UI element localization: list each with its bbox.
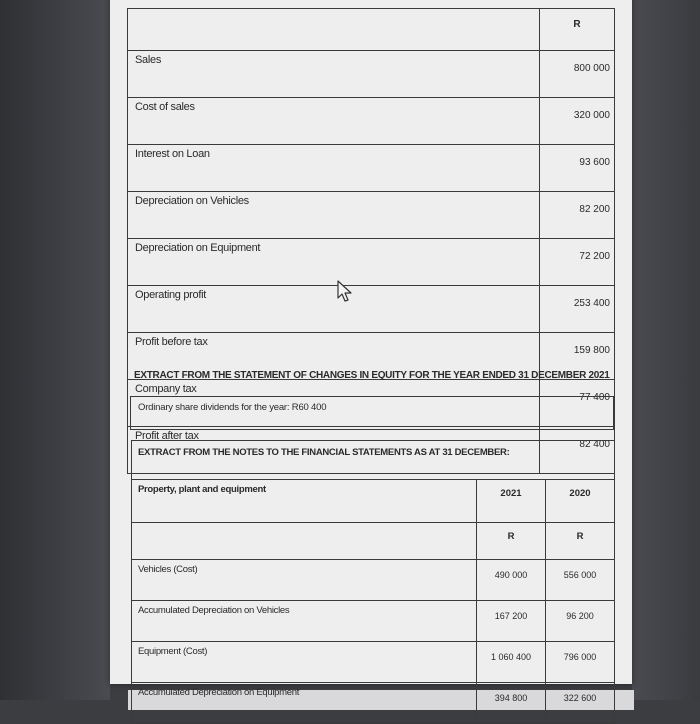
value-2020: 96 200 xyxy=(546,601,615,642)
value-2020: 556 000 xyxy=(546,560,615,601)
table-row xyxy=(132,683,615,724)
currency-header: R xyxy=(540,9,615,51)
table-row xyxy=(132,642,615,683)
equity-extract-heading: EXTRACT FROM THE STATEMENT OF CHANGES IN EQUITY FOR THE YEAR ENDED 31 DECEMBER 2021 xyxy=(134,370,610,381)
value-2020: 322 600 xyxy=(546,683,615,724)
notes-table xyxy=(131,440,615,724)
row-label: Profit after tax xyxy=(128,427,540,474)
table-row xyxy=(132,560,615,601)
currency-row xyxy=(132,523,615,560)
row-label: Depreciation on Vehicles xyxy=(128,192,540,239)
table-row xyxy=(128,192,615,239)
table-row xyxy=(128,286,615,333)
row-label: Cost of sales xyxy=(128,98,540,145)
table-row xyxy=(132,601,615,642)
table-row xyxy=(128,239,615,286)
currency-2020: R xyxy=(546,523,615,560)
ppe-header-row xyxy=(132,480,615,523)
currency-2021: R xyxy=(477,523,546,560)
row-value: 72 200 xyxy=(540,239,615,286)
table-row xyxy=(128,145,615,192)
value-2021: 394 800 xyxy=(477,683,546,724)
row-label: Interest on Loan xyxy=(128,145,540,192)
background-right xyxy=(632,0,700,700)
row-label: Sales xyxy=(128,51,540,98)
value-2021: 167 200 xyxy=(477,601,546,642)
row-value: 82 200 xyxy=(540,192,615,239)
background-left xyxy=(0,0,110,700)
year-2021-header: 2021 xyxy=(477,480,546,523)
value-2021: 1 060 400 xyxy=(477,642,546,683)
row-label: Profit before tax xyxy=(128,333,540,380)
row-value: 800 000 xyxy=(540,51,615,98)
row-value: 159 800 xyxy=(540,333,615,380)
currency-row-label xyxy=(132,523,477,560)
row-label: Operating profit xyxy=(128,286,540,333)
header-label-cell xyxy=(128,9,540,51)
dividends-box: Ordinary share dividends for the year: R60 400 xyxy=(130,396,614,430)
row-label: Accumulated Depreciation on Equipment xyxy=(132,683,477,724)
row-value: 93 600 xyxy=(540,145,615,192)
table-header-row xyxy=(128,9,615,51)
table-row xyxy=(128,98,615,145)
row-label: Accumulated Depreciation on Vehicles xyxy=(132,601,477,642)
row-label: Company tax xyxy=(128,380,540,427)
row-label: Depreciation on Equipment xyxy=(128,239,540,286)
mouse-pointer-icon xyxy=(337,280,355,304)
table-row xyxy=(128,51,615,98)
ppe-label: Property, plant and equipment xyxy=(132,480,477,523)
notes-heading: EXTRACT FROM THE NOTES TO THE FINANCIAL STATEMENTS AS AT 31 DECEMBER: xyxy=(132,441,615,480)
year-2020-header: 2020 xyxy=(546,480,615,523)
row-value: 253 400 xyxy=(540,286,615,333)
row-label: Equipment (Cost) xyxy=(132,642,477,683)
value-2020: 796 000 xyxy=(546,642,615,683)
row-value: 82 400 xyxy=(540,427,615,474)
row-label: Vehicles (Cost) xyxy=(132,560,477,601)
row-value: 320 000 xyxy=(540,98,615,145)
row-value: 77 400 xyxy=(540,380,615,427)
value-2021: 490 000 xyxy=(477,560,546,601)
notes-title-row xyxy=(132,441,615,480)
